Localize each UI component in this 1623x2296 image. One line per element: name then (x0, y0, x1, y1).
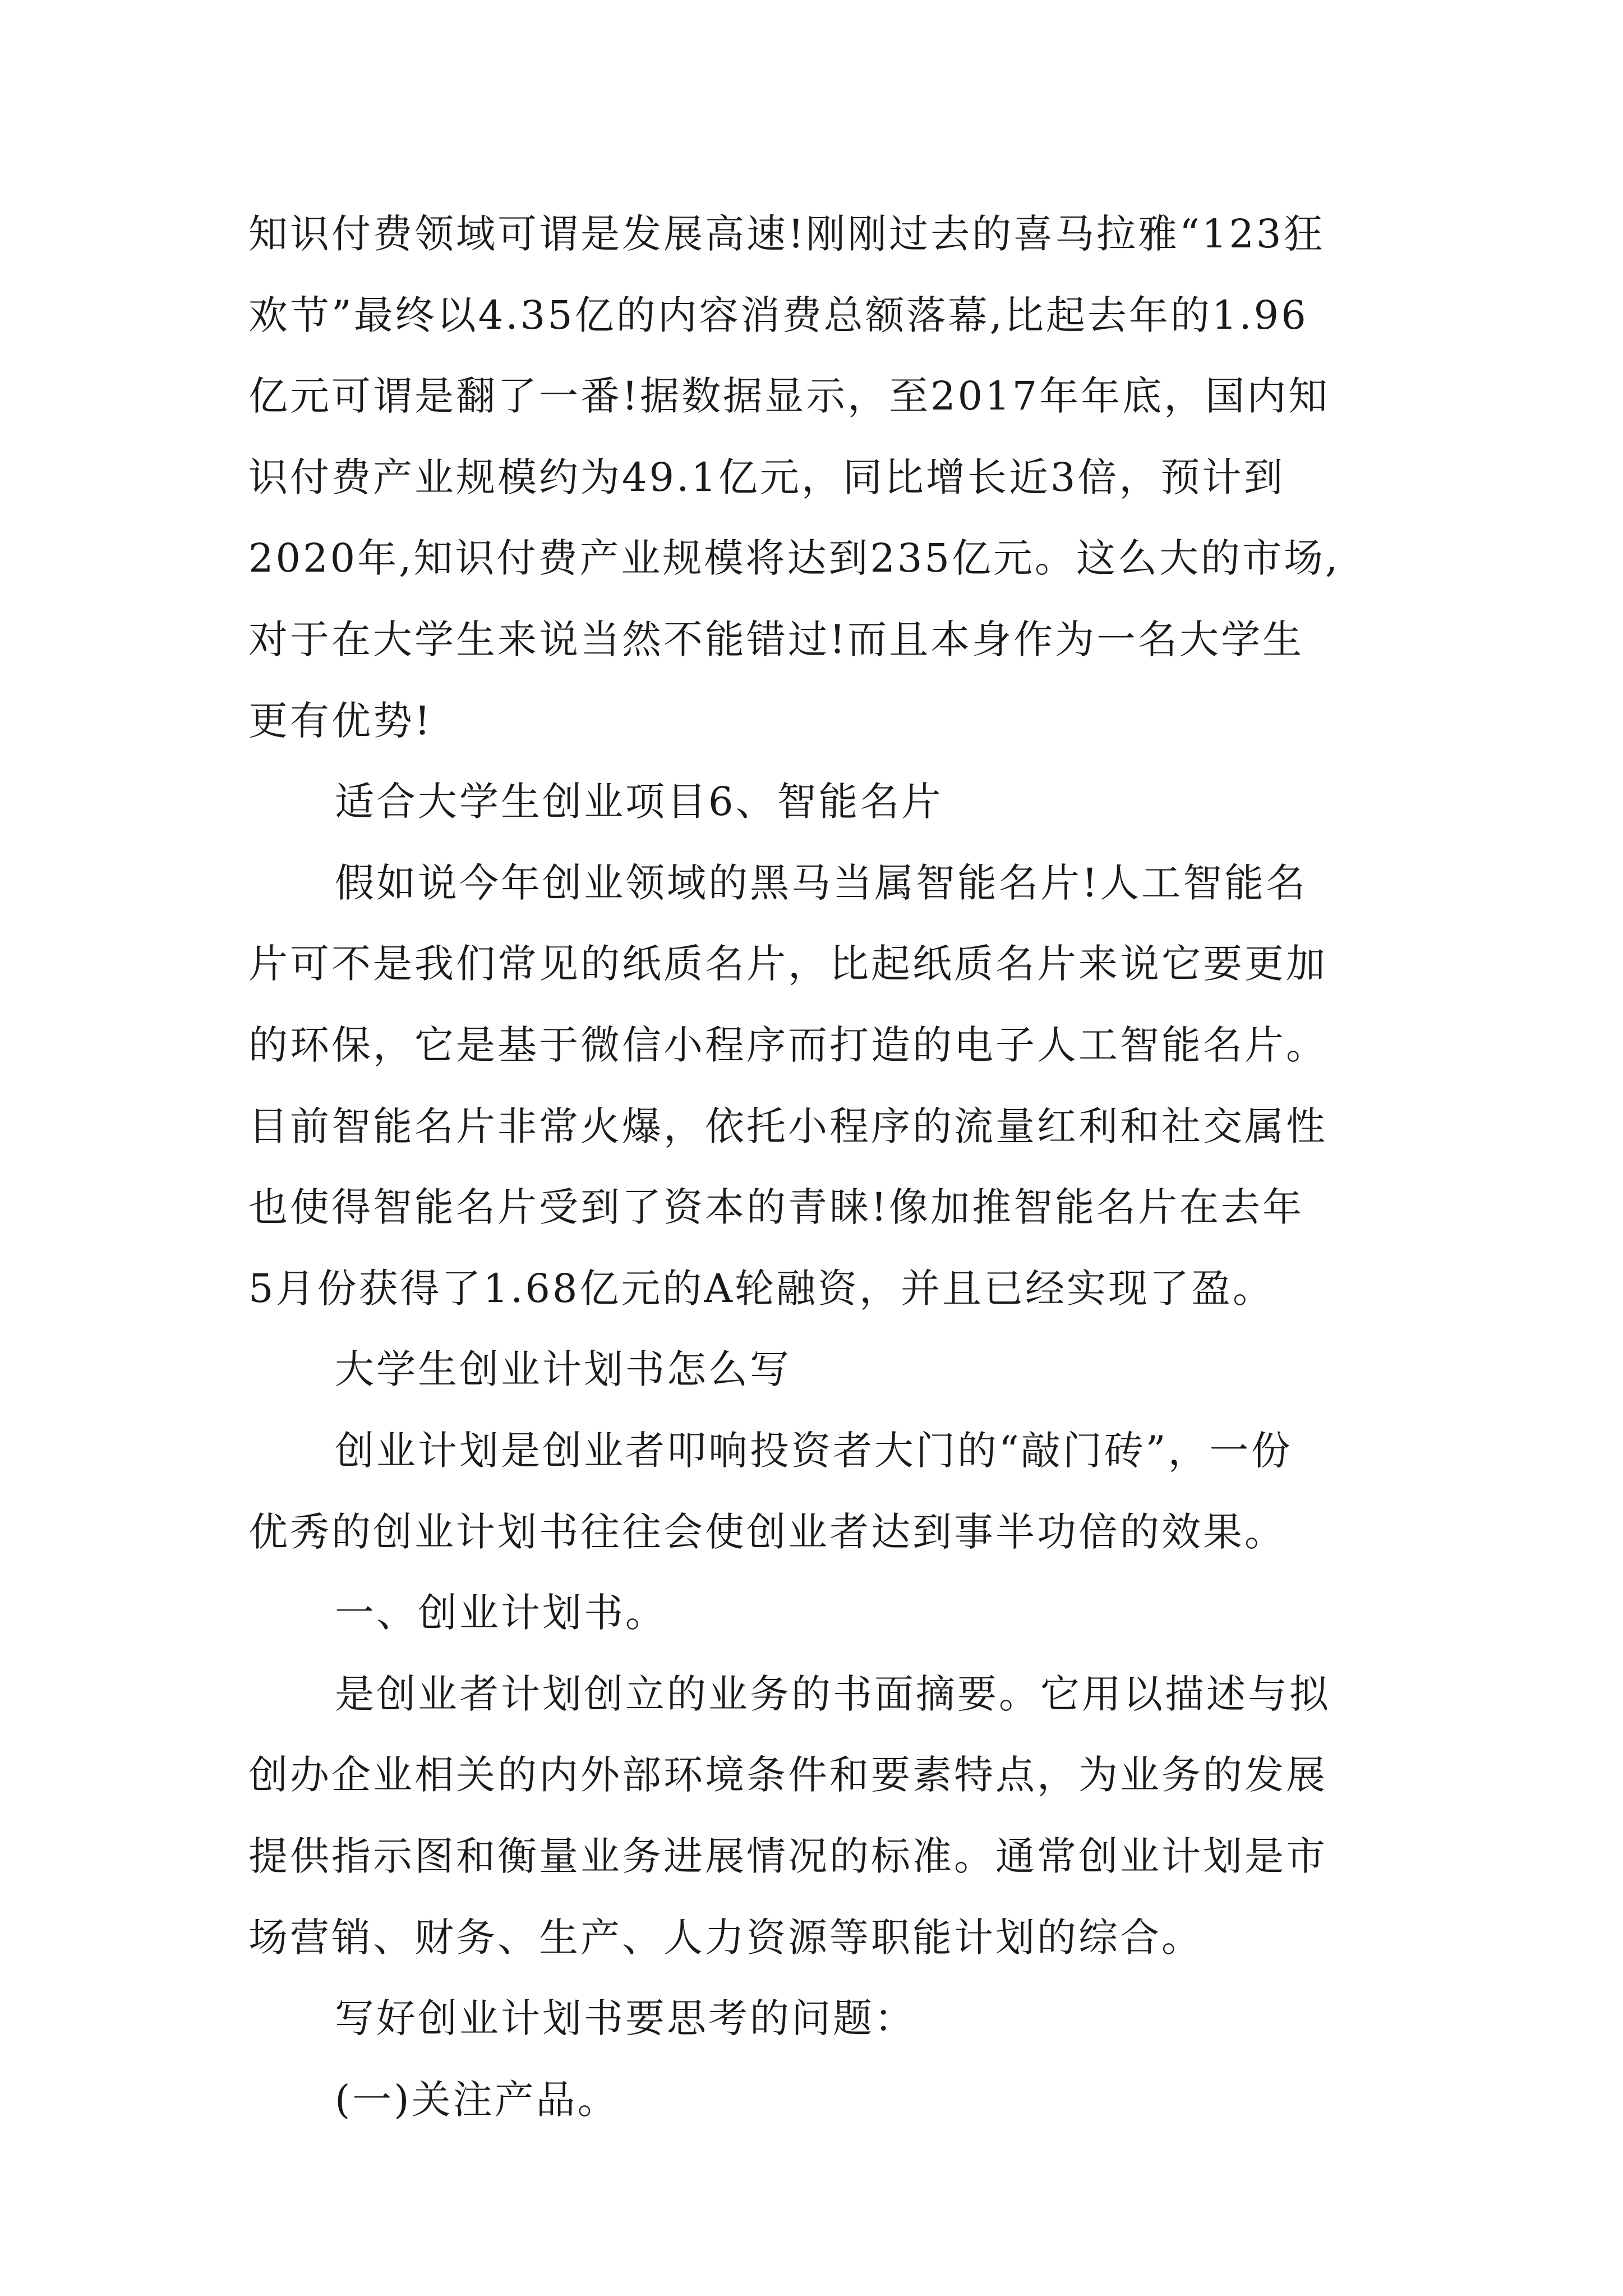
paragraph-line: 目前智能名片非常火爆，依托小程序的流量红利和社交属性 (248, 1103, 1327, 1149)
paragraph-line: 知识付费领域可谓是发展高速!刚刚过去的喜马拉雅“123狂 (248, 211, 1325, 257)
paragraph-line: 更有优势! (248, 698, 433, 744)
section-heading: 大学生创业计划书怎么写 (335, 1346, 791, 1392)
paragraph-line: 优秀的创业计划书往往会使创业者达到事半功倍的效果。 (248, 1509, 1286, 1555)
paragraph-line: 场营销、财务、生产、人力资源等职能计划的综合。 (248, 1915, 1203, 1961)
paragraph-line: 亿元可谓是翻了一番!据数据显示，至2017年年底，国内知 (248, 373, 1330, 419)
paragraph-line: 创业计划是创业者叩响投资者大门的“敲门砖”，一份 (335, 1428, 1293, 1474)
paragraph-line: 提供指示图和衡量业务进展情况的标准。通常创业计划是市 (248, 1833, 1327, 1879)
section-heading: 一、创业计划书。 (335, 1590, 667, 1636)
paragraph-line: 对于在大学生来说当然不能错过!而且本身作为一名大学生 (248, 616, 1304, 662)
section-heading: (一)关注产品。 (335, 2077, 619, 2123)
paragraph-line: 写好创业计划书要思考的问题： (335, 1995, 916, 2041)
paragraph-line: 是创业者计划创立的业务的书面摘要。它用以描述与拟 (335, 1671, 1331, 1717)
paragraph-line: 也使得智能名片受到了资本的青睐!像加推智能名片在去年 (248, 1184, 1304, 1230)
paragraph-line: 创办企业相关的内外部环境条件和要素特点，为业务的发展 (248, 1752, 1327, 1798)
paragraph-line: 的环保，它是基于微信小程序而打造的电子人工智能名片。 (248, 1022, 1327, 1068)
paragraph-line: 识付费产业规模约为49.1亿元，同比增长近3倍，预计到 (248, 454, 1285, 500)
paragraph-line: 5月份获得了1.68亿元的A轮融资，并且已经实现了盈。 (248, 1266, 1274, 1312)
paragraph-line: 假如说今年创业领域的黑马当属智能名片!人工智能名 (335, 860, 1308, 906)
paragraph-line: 欢节”最终以4.35亿的内容消费总额落幕,比起去年的1.96 (248, 292, 1308, 338)
section-heading: 适合大学生创业项目6、智能名片 (335, 779, 943, 825)
paragraph-line: 2020年,知识付费产业规模将达到235亿元。这么大的市场, (248, 535, 1340, 581)
paragraph-line: 片可不是我们常见的纸质名片，比起纸质名片来说它要更加 (248, 941, 1327, 987)
